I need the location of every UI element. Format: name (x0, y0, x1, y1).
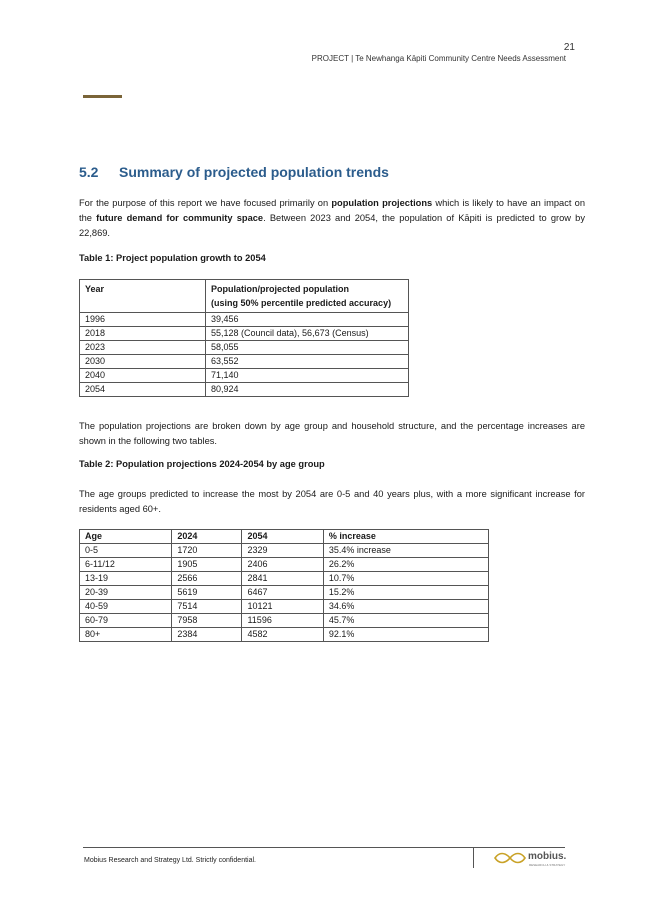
table-row (80, 614, 489, 628)
table-header-cell: 2054 (242, 530, 323, 544)
table-cell: 2384 (172, 628, 242, 642)
age-groups-paragraph: The age groups predicted to increase the most by 2054 are 0-5 and 40 years plus, with a more significant increase for residents aged 60+. (79, 489, 585, 514)
logo-wordmark: mobius. (528, 851, 567, 862)
table-cell: 11596 (242, 614, 323, 628)
page-number: 21 (563, 42, 575, 53)
table-cell: 2406 (242, 558, 323, 572)
footer-rule (83, 847, 565, 848)
table-cell: 71,140 (206, 369, 409, 383)
table-row (80, 544, 489, 558)
table-cell: 1996 (80, 313, 206, 327)
table-cell: 55,128 (Council data), 56,673 (Census) (206, 327, 409, 341)
table-cell: 92.1% (323, 628, 488, 642)
logo-tagline: RESEARCH & STRATEGY (529, 863, 566, 867)
table2-caption: Table 2: Population projections 2024-2054 by age group (79, 459, 325, 469)
running-header: PROJECT | Te Newhanga Kāpiti Community Centre Needs Assessment (311, 54, 566, 63)
table-header-row (80, 280, 409, 313)
table-cell: 45.7% (323, 614, 488, 628)
infinity-logo-icon (493, 851, 527, 865)
intro-text-3: . Between 2023 and 2054, the population of Kāpiti is predicted to grow by 22,869. (79, 213, 585, 238)
table-row (80, 355, 409, 369)
table-cell: 34.6% (323, 600, 488, 614)
footer-text: Mobius Research and Strategy Ltd. Strictly confidential. (84, 857, 256, 864)
table-cell: 2018 (80, 327, 206, 341)
table-cell: 15.2% (323, 586, 488, 600)
table-cell: 80+ (80, 628, 172, 642)
table-header-cell: Year (80, 280, 206, 313)
table-cell: 10.7% (323, 572, 488, 586)
table-header-cell (206, 280, 409, 313)
accent-rule (83, 95, 122, 98)
table-row (80, 313, 409, 327)
table-header-cell: % increase (323, 530, 488, 544)
table-row (80, 341, 409, 355)
table-cell: 58,055 (206, 341, 409, 355)
header-line-2: (using 50% percentile predicted accuracy) (211, 298, 392, 308)
table-cell: 2054 (80, 383, 206, 397)
table-row (80, 600, 489, 614)
table-header-row (80, 530, 489, 544)
table-cell: 4582 (242, 628, 323, 642)
table-cell: 13-19 (80, 572, 172, 586)
table-row (80, 369, 409, 383)
intro-bold-1: population projections (331, 198, 433, 208)
table-cell: 63,552 (206, 355, 409, 369)
table-cell: 10121 (242, 600, 323, 614)
table-cell: 35.4% increase (323, 544, 488, 558)
table-cell: 26.2% (323, 558, 488, 572)
table-cell: 6-11/12 (80, 558, 172, 572)
table-row (80, 572, 489, 586)
section-heading (79, 164, 389, 180)
table-row (80, 558, 489, 572)
table-cell: 39,456 (206, 313, 409, 327)
table-cell: 2030 (80, 355, 206, 369)
table-cell: 1720 (172, 544, 242, 558)
table-cell: 7958 (172, 614, 242, 628)
intro-text-1: For the purpose of this report we have focused primarily on (79, 198, 332, 208)
table-row (80, 383, 409, 397)
intro-bold-2: future demand for community space (96, 213, 264, 223)
table-cell: 2329 (242, 544, 323, 558)
population-growth-table (79, 279, 409, 397)
table-row (80, 586, 489, 600)
table-row (80, 628, 489, 642)
table-cell: 7514 (172, 600, 242, 614)
header-line-1: Population/projected population (211, 284, 349, 294)
mobius-logo (493, 851, 566, 865)
table-cell: 6467 (242, 586, 323, 600)
table-cell: 2023 (80, 341, 206, 355)
table-header-cell: 2024 (172, 530, 242, 544)
table1-caption: Table 1: Project population growth to 2054 (79, 253, 266, 263)
table-cell: 2841 (242, 572, 323, 586)
table-cell: 60-79 (80, 614, 172, 628)
table-cell: 5619 (172, 586, 242, 600)
table-cell: 40-59 (80, 600, 172, 614)
table-row (80, 327, 409, 341)
table-cell: 2566 (172, 572, 242, 586)
table-cell: 2040 (80, 369, 206, 383)
intro-paragraph (79, 196, 585, 241)
table-cell: 1905 (172, 558, 242, 572)
section-title: Summary of projected population trends (119, 164, 389, 180)
table-cell: 20-39 (80, 586, 172, 600)
table-header-cell: Age (80, 530, 172, 544)
section-number: 5.2 (79, 164, 99, 180)
table-cell: 80,924 (206, 383, 409, 397)
age-projection-table (79, 529, 489, 642)
breakdown-paragraph: The population projections are broken down by age group and household structure, and the percentage increases are shown in the following two tables. (79, 421, 585, 446)
table-cell: 0-5 (80, 544, 172, 558)
footer-divider (473, 848, 474, 868)
intro-text-2: which is likely to have an impact on the (79, 198, 585, 223)
